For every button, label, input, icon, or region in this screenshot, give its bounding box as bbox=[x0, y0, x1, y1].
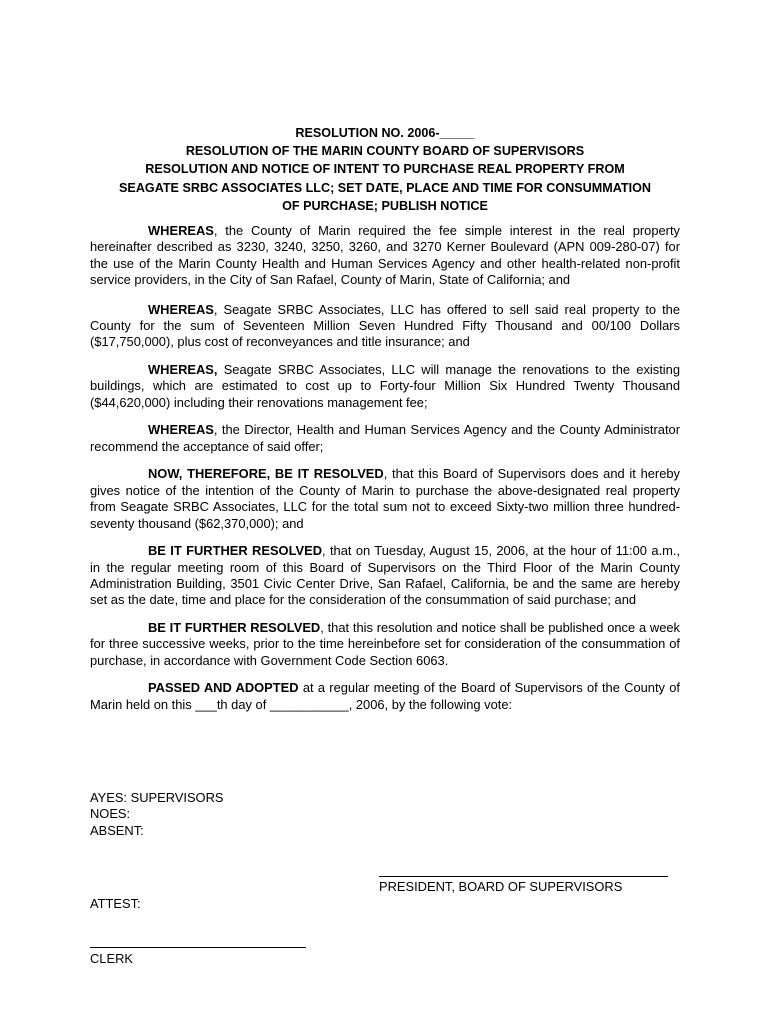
president-label: PRESIDENT, BOARD OF SUPERVISORS bbox=[379, 879, 623, 894]
noes-line: NOES: bbox=[90, 806, 131, 822]
ayes-line: AYES: SUPERVISORS bbox=[90, 790, 224, 805]
clause-text: , that this Board of Supervisors does and it hereby gives notice of the intention of the County of Marin to purchase the above-designated real property from Seagate SRBC Associates, LLC for the total sum not to exceed Sixty-two million three hundred-seventy thousand ($62,370,000); and bbox=[90, 466, 681, 531]
clerk-signature-line bbox=[90, 947, 306, 948]
resolution-title-line: RESOLUTION AND NOTICE OF INTENT TO PURCHASE REAL PROPERTY FROM bbox=[145, 162, 625, 177]
whereas-clause bbox=[90, 223, 680, 289]
whereas-clause bbox=[90, 422, 680, 455]
clause-lead: BE IT FURTHER RESOLVED bbox=[148, 543, 323, 559]
resolution-number: RESOLUTION NO. 2006-_____ bbox=[295, 126, 475, 140]
resolved-clause bbox=[90, 620, 680, 669]
clause-lead: BE IT FURTHER RESOLVED bbox=[148, 620, 321, 636]
clause-text: at a regular meeting of the Board of Supervisors of the County of Marin held on this ___th day of ___________, 2006, by the following vote: bbox=[90, 680, 681, 712]
clause-text: Seagate SRBC Associates, LLC will manage the renovations to the existing buildings, which are estimated to cost up to Forty-four Million Six Hundred Twenty Thousand ($44,620,000) including their renovations management fee; bbox=[90, 362, 680, 410]
resolved-clause bbox=[90, 543, 680, 609]
clause-lead: WHEREAS bbox=[148, 422, 214, 438]
attest-label: ATTEST: bbox=[90, 896, 141, 911]
clause-text: , the County of Marin required the fee simple interest in the real property hereinafter described as 3230, 3240, 3250, 3260, and 3270 Kerner Boulevard (APN 009-280-07) for the use of the Marin County Health and Human Services Agency and other health-related non-profit service providers, in the City of San Rafael, County of Marin, State of California; and bbox=[90, 223, 680, 288]
clause-text: , that on Tuesday, August 15, 2006, at the hour of 11:00 a.m., in the regular meeting room of this Board of Supervisors on the Third Floor of the Marin County Administration Building, 3501 Civic Center Drive, San Rafael, California, be and the same are hereby set as the date, time and place for the consideration of the consummation of said purchase; and bbox=[90, 543, 680, 608]
whereas-clause bbox=[90, 362, 680, 411]
board-title: RESOLUTION OF THE MARIN COUNTY BOARD OF SUPERVISORS bbox=[185, 144, 585, 159]
resolution-title-line: OF PURCHASE; PUBLISH NOTICE bbox=[282, 198, 488, 213]
clause-text: , Seagate SRBC Associates, LLC has offered to sell said real property to the County for the sum of Seventeen Million Seven Hundred Fifty Thousand and 00/100 Dollars ($17,750,000), plus cost of reconveyances and title insurance; and bbox=[90, 301, 680, 350]
absent-line: ABSENT: bbox=[90, 822, 144, 838]
clause-text: , that this resolution and notice shall be published once a week for three successive weeks, prior to the time hereinbefore set for consideration of the consummation of purchase, in accordance with Government Code Section 6063. bbox=[90, 620, 680, 668]
clause-lead: WHEREAS bbox=[148, 301, 214, 317]
resolved-clause bbox=[90, 466, 680, 532]
whereas-clause bbox=[90, 302, 680, 351]
resolution-title-line: SEAGATE SRBC ASSOCIATES LLC; SET DATE, PLACE AND TIME FOR CONSUMMATION bbox=[119, 180, 651, 195]
resolution-heading bbox=[80, 124, 690, 215]
clause-lead: WHEREAS, bbox=[148, 362, 218, 378]
clause-text: , the Director, Health and Human Services Agency and the County Administrator recommend the acceptance of said offer; bbox=[90, 422, 680, 454]
clause-lead: NOW, THEREFORE, BE IT RESOLVED bbox=[148, 466, 384, 482]
vote-tally bbox=[90, 790, 224, 839]
clause-lead: PASSED AND ADOPTED bbox=[148, 680, 299, 696]
president-signature-line bbox=[379, 876, 668, 877]
clerk-label: CLERK bbox=[90, 951, 133, 966]
clause-lead: WHEREAS bbox=[148, 223, 214, 238]
passed-adopted-clause bbox=[90, 680, 680, 713]
resolution-body bbox=[90, 223, 680, 724]
